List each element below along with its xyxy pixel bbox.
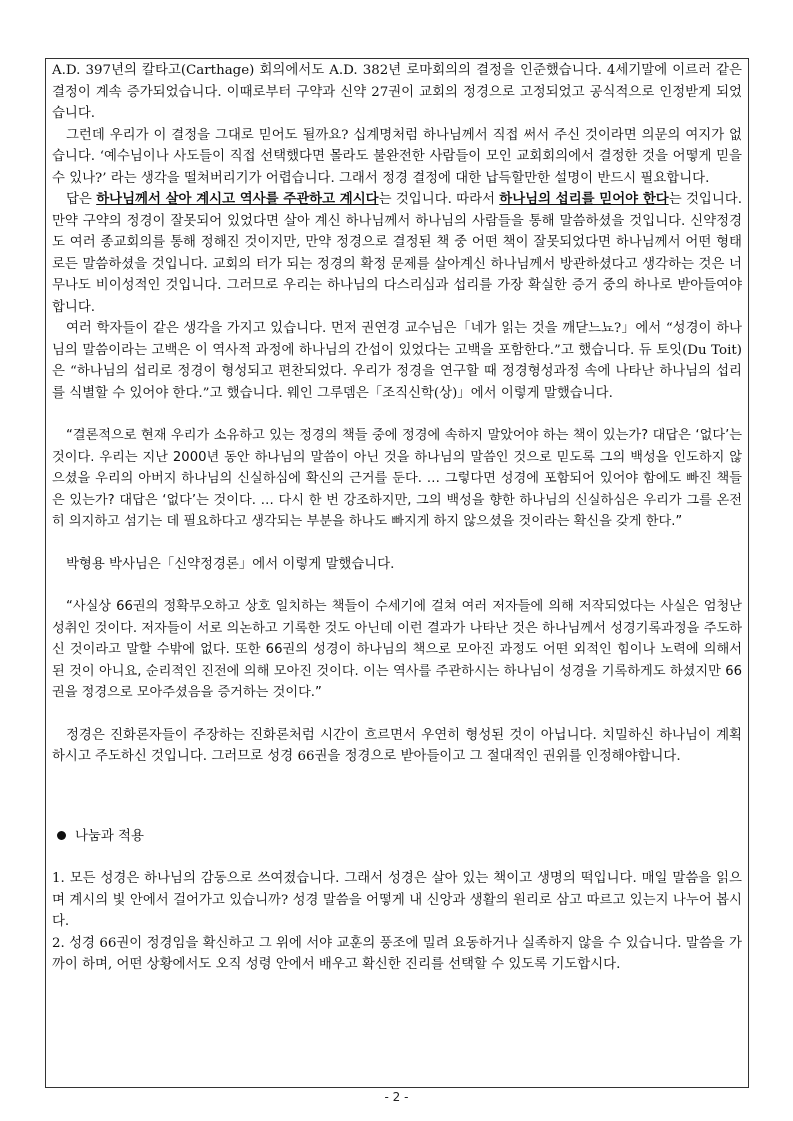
section-title-text: 나눔과 적용	[75, 828, 144, 844]
paragraph-conclusion: 정경은 진화론자들이 주장하는 진화론처럼 시간이 흐르면서 우연히 형성된 것이 아닙니다. 치밀하신 하나님이 계획하시고 주도하신 것입니다. 그러므로 성경 66권을 정경으로 받아들이고 그 절대적인 권위를 인정해야합니다.	[52, 727, 742, 764]
emphasis-god-lives: 하나님께서 살아 계시고 역사를 주관하고 계시다	[96, 191, 379, 207]
section-heading	[52, 826, 742, 848]
page-number: - 2 -	[384, 1090, 409, 1104]
quote-park: “사실상 66권의 정확무오하고 상호 일치하는 책들이 수세기에 걸쳐 여러 저자들에 의해 저작되었다는 사실은 엄청난 성취인 것이다. 저자들이 서로 의논하고 기록한 것도 아닌데 이런 결과가 나타난 것은 하나님께서 성경기록과정을 주도하신 것이라고 말할 수밖에 없다. 또한 66권의 성경이 하나님의 책으로 모아진 과정도 어떤 외적인 힘이나 노력에 의해서 된 것이 아니요, 순리적인 진전에 의해 모아진 것이다. 이는 역사를 주관하시는 하나님이 성경을 기록하게도 하셨지만 66권을 정경으로 모아주셨음을 증거하는 것이다.”	[52, 599, 742, 700]
paragraph-council: A.D. 397년의 칼타고(Carthage) 회의에서도 A.D. 382년 로마회의의 결정을 인준했습니다. 4세기말에 이르러 같은 결정이 계속 증가되었습니다. 이때로부터 구약과 신약 27권이 교회의 정경으로 고정되었고 공식적으로 인정받게 되었습니다.	[52, 63, 742, 121]
answer-intro: 답은	[66, 192, 97, 207]
paragraph-park: 박형용 박사님은「신약정경론」에서 이렇게 말했습니다.	[66, 556, 395, 572]
quote-grudem: “결론적으로 현재 우리가 소유하고 있는 정경의 책들 중에 정경에 속하지 말았어야 하는 책이 있는가? 대답은 ‘없다’는 것이다. 우리는 지난 2000년 동안 하나님의 말씀이 아닌 것을 하나님의 말씀인 것으로 믿도록 그의 백성을 인도하지 않으셨을 우리의 아버지 하나님의 신실하심에 확신의 근거를 둔다. … 그렇다면 성경에 포함되어 있어야 함에도 빠진 책들은 있는가? 대답은 ‘없다’는 것이다. … 다시 한 번 강조하지만, 그의 백성을 향한 하나님의 신실하심은 우리가 그를 온전히 의지하고 섬기는 데 필요하다고 생각되는 부분을 하나도 빠지게 하지 않으셨을 것이라는 확신을 갖게 한다.”	[52, 428, 742, 529]
paragraph-answer	[52, 189, 742, 318]
answer-body: 는 것입니다. 만약 구약의 정경이 잘못되어 있었다면 살아 계신 하나님께서 하나님의 사람들을 통해 말씀하셨을 것입니다. 신약정경도 여러 종교회의를 통해 정해진 것이지만, 만약 정경으로 결정된 책 중 어떤 책이 잘못되었다면 하나님께서 어떤 형태로든 말씀하셨을 것입니다. 교회의 터가 되는 정경의 확정 문제를 살아계신 하나님께서 방관하셨다고 생각하는 것은 너무나도 비이성적인 것입니다. 그러므로 우리는 하나님의 다스리심과 섭리를 가장 확실한 증거 중의 하나로 받아들여야 합니다.	[52, 192, 742, 315]
paragraph-question: 그런데 우리가 이 결정을 그대로 믿어도 될까요? 십계명처럼 하나님께서 직접 써서 주신 것이라면 의문의 여지가 없습니다. ‘예수님이나 사도들이 직접 선택했다면 몰라도 불완전한 사람들이 모인 교회회의에서 결정한 것을 어떻게 믿을 수 있나?’ 라는 생각을 떨쳐버리기가 어렵습니다. 그래서 정경 결정에 대한 납득할만한 설명이 반드시 필요합니다.	[52, 127, 742, 186]
document-body	[52, 60, 742, 976]
application-item-1: 1. 모든 성경은 하나님의 감동으로 쓰여졌습니다. 그래서 성경은 살아 있는 책이고 생명의 떡입니다. 매일 말씀을 읽으며 계시의 빛 안에서 걸어가고 있습니까? 성경 말씀을 어떻게 내 신앙과 생활의 원리로 삼고 따르고 있는지 나누어 봅시다.	[52, 871, 742, 929]
paragraph-scholars: 여러 학자들이 같은 생각을 가지고 있습니다. 먼저 권연경 교수님은「네가 읽는 것을 깨닫느뇨?」에서 “성경이 하나님의 말씀이라는 고백은 이 역사적 과정에 하나님의 간섭이 있었다는 고백을 포함한다.”고 했습니다. 듀 토잇(Du Toit)은 “하나님의 섭리로 정경이 형성되고 편찬되었다. 우리가 정경을 연구할 때 정경형성과정 속에 나타난 하나님의 섭리를 식별할 수 있어야 한다.”고 했습니다. 웨인 그루뎀은「조직신학(상)」에서 이렇게 말했습니다.	[52, 321, 742, 401]
emphasis-providence: 하나님의 섭리를 믿어야 한다	[499, 191, 669, 207]
bullet-icon	[57, 831, 66, 840]
answer-connector: 는 것입니다. 따라서	[378, 192, 500, 207]
application-item-2: 2. 성경 66권이 정경임을 확신하고 그 위에 서야 교훈의 풍조에 밀려 요동하거나 실족하지 않을 수 있습니다. 말씀을 가까이 하며, 어떤 상황에서도 오직 성령 안에서 배우고 확신한 진리를 선택할 수 있도록 기도합시다.	[52, 935, 742, 972]
